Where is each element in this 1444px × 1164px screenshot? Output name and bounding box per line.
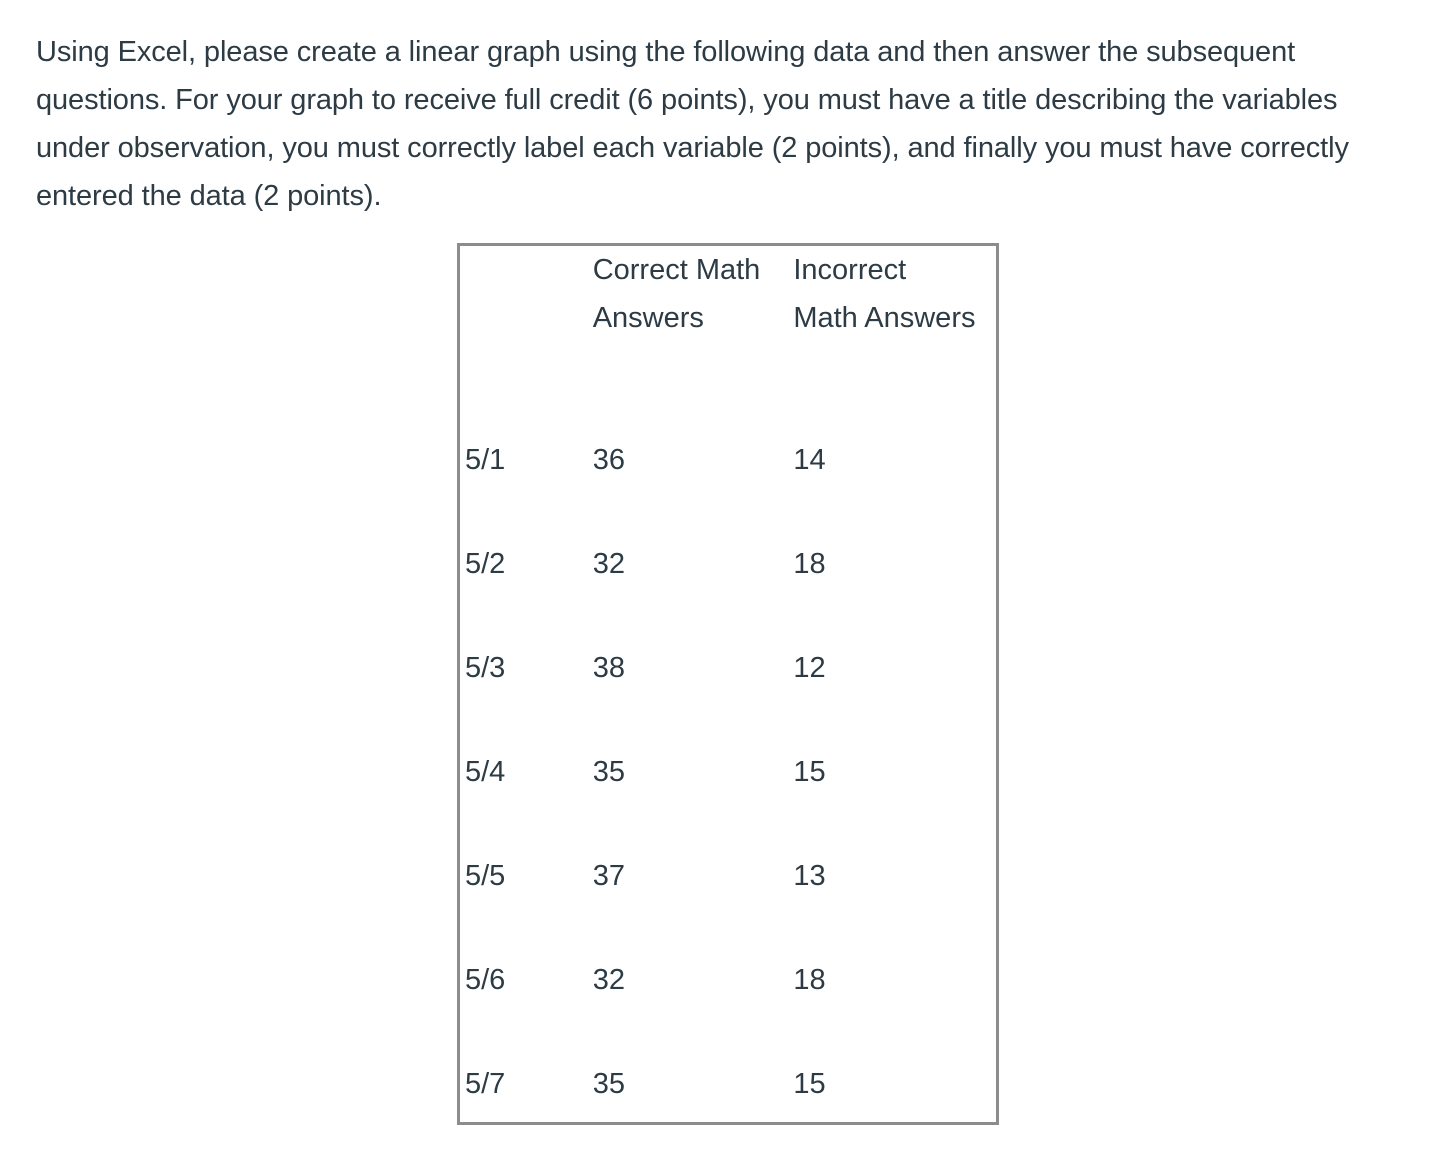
header-incorrect-line2: Math Answers <box>793 302 976 334</box>
header-incorrect-answers <box>793 246 996 406</box>
cell-date: 5/2 <box>465 548 506 580</box>
cell-incorrect: 13 <box>793 860 826 892</box>
cell-incorrect: 18 <box>793 964 826 996</box>
cell-incorrect: 15 <box>793 756 826 788</box>
cell-correct: 32 <box>592 964 625 996</box>
data-table-frame <box>457 243 999 1125</box>
header-correct-line1: Correct Math <box>592 254 761 286</box>
table-row <box>460 1060 996 1164</box>
header-correct-line2: Answers <box>592 302 704 334</box>
table-row <box>460 644 996 748</box>
cell-incorrect: 12 <box>793 652 826 684</box>
cell-correct: 38 <box>592 652 625 684</box>
cell-date: 5/6 <box>465 964 506 996</box>
cell-date: 5/1 <box>465 444 506 476</box>
cell-date: 5/4 <box>465 756 506 788</box>
header-incorrect-line1: Incorrect <box>793 254 907 286</box>
cell-correct: 35 <box>592 1068 625 1100</box>
data-table <box>460 246 996 1164</box>
table-row <box>460 852 996 956</box>
header-date <box>460 246 593 406</box>
assignment-prompt: Using Excel, please create a linear graph using the following data and then answer the subsequent questions. For your graph to receive full credit (6 points), you must have a title describing the variables under observation, you must correctly label each variable (2 points), and finally you must have correctly entered the data (2 points). <box>36 36 1349 212</box>
cell-incorrect: 14 <box>793 444 826 476</box>
cell-date: 5/3 <box>465 652 506 684</box>
cell-date: 5/7 <box>465 1068 506 1100</box>
table-row <box>460 540 996 644</box>
cell-date: 5/5 <box>465 860 506 892</box>
cell-incorrect: 18 <box>793 548 826 580</box>
cell-incorrect: 15 <box>793 1068 826 1100</box>
cell-correct: 37 <box>592 860 625 892</box>
table-row <box>460 748 996 852</box>
table-row <box>460 406 996 540</box>
cell-correct: 36 <box>592 444 625 476</box>
header-correct-answers <box>593 246 794 406</box>
cell-correct: 35 <box>592 756 625 788</box>
cell-correct: 32 <box>592 548 625 580</box>
table-row <box>460 956 996 1060</box>
table-header-row <box>460 246 996 406</box>
